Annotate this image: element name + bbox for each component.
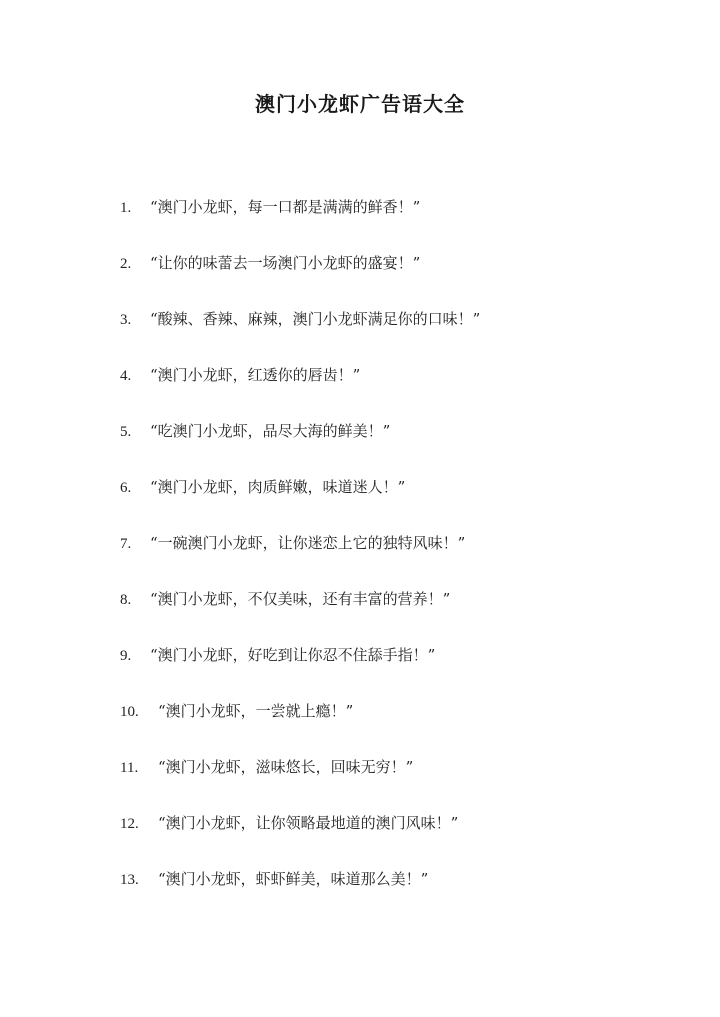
item-text: “一碗澳门小龙虾，让你迷恋上它的独特风味！” — [150, 534, 466, 552]
item-number: 12. — [120, 816, 139, 832]
item-text: “澳门小龙虾，红透你的唇齿！” — [150, 366, 361, 384]
list-item — [120, 196, 680, 252]
item-text: “澳门小龙虾，肉质鲜嫩，味道迷人！” — [150, 478, 406, 496]
item-number: 5. — [120, 424, 132, 440]
item-text: “澳门小龙虾，一尝就上瘾！” — [158, 702, 354, 720]
list-item — [120, 868, 680, 924]
item-number: 11. — [120, 760, 139, 776]
item-text: “吃澳门小龙虾，品尽大海的鲜美！” — [150, 422, 391, 440]
item-number: 4. — [120, 368, 132, 384]
item-text: “澳门小龙虾，滋味悠长，回味无穷！” — [158, 758, 414, 776]
list-item — [120, 588, 680, 644]
item-text: “澳门小龙虾，每一口都是满满的鲜香！” — [150, 198, 421, 216]
item-text: “澳门小龙虾，好吃到让你忍不住舔手指！” — [150, 646, 436, 664]
item-text: “澳门小龙虾，让你领略最地道的澳门风味！” — [158, 814, 459, 832]
item-number: 10. — [120, 704, 139, 720]
list-item — [120, 812, 680, 868]
list-item — [120, 308, 680, 364]
item-text: “澳门小龙虾，不仅美味，还有丰富的营养！” — [150, 590, 451, 608]
list-item — [120, 252, 680, 308]
item-number: 8. — [120, 592, 132, 608]
list-item — [120, 532, 680, 588]
item-text: “酸辣、香辣、麻辣，澳门小龙虾满足你的口味！” — [150, 310, 481, 328]
list-item — [120, 364, 680, 420]
item-number: 2. — [120, 256, 132, 272]
item-number: 13. — [120, 872, 139, 888]
list-item — [120, 756, 680, 812]
item-text: “让你的味蕾去一场澳门小龙虾的盛宴！” — [150, 254, 421, 272]
item-text: “澳门小龙虾，虾虾鲜美，味道那么美！” — [158, 870, 429, 888]
item-number: 9. — [120, 648, 132, 664]
item-number: 3. — [120, 312, 132, 328]
list-item — [120, 420, 680, 476]
page-title: 澳门小龙虾广告语大全 — [255, 92, 465, 116]
slogan-list — [120, 196, 680, 924]
list-item — [120, 644, 680, 700]
item-number: 1. — [120, 200, 132, 216]
item-number: 6. — [120, 480, 132, 496]
item-number: 7. — [120, 536, 132, 552]
list-item — [120, 476, 680, 532]
list-item — [120, 700, 680, 756]
